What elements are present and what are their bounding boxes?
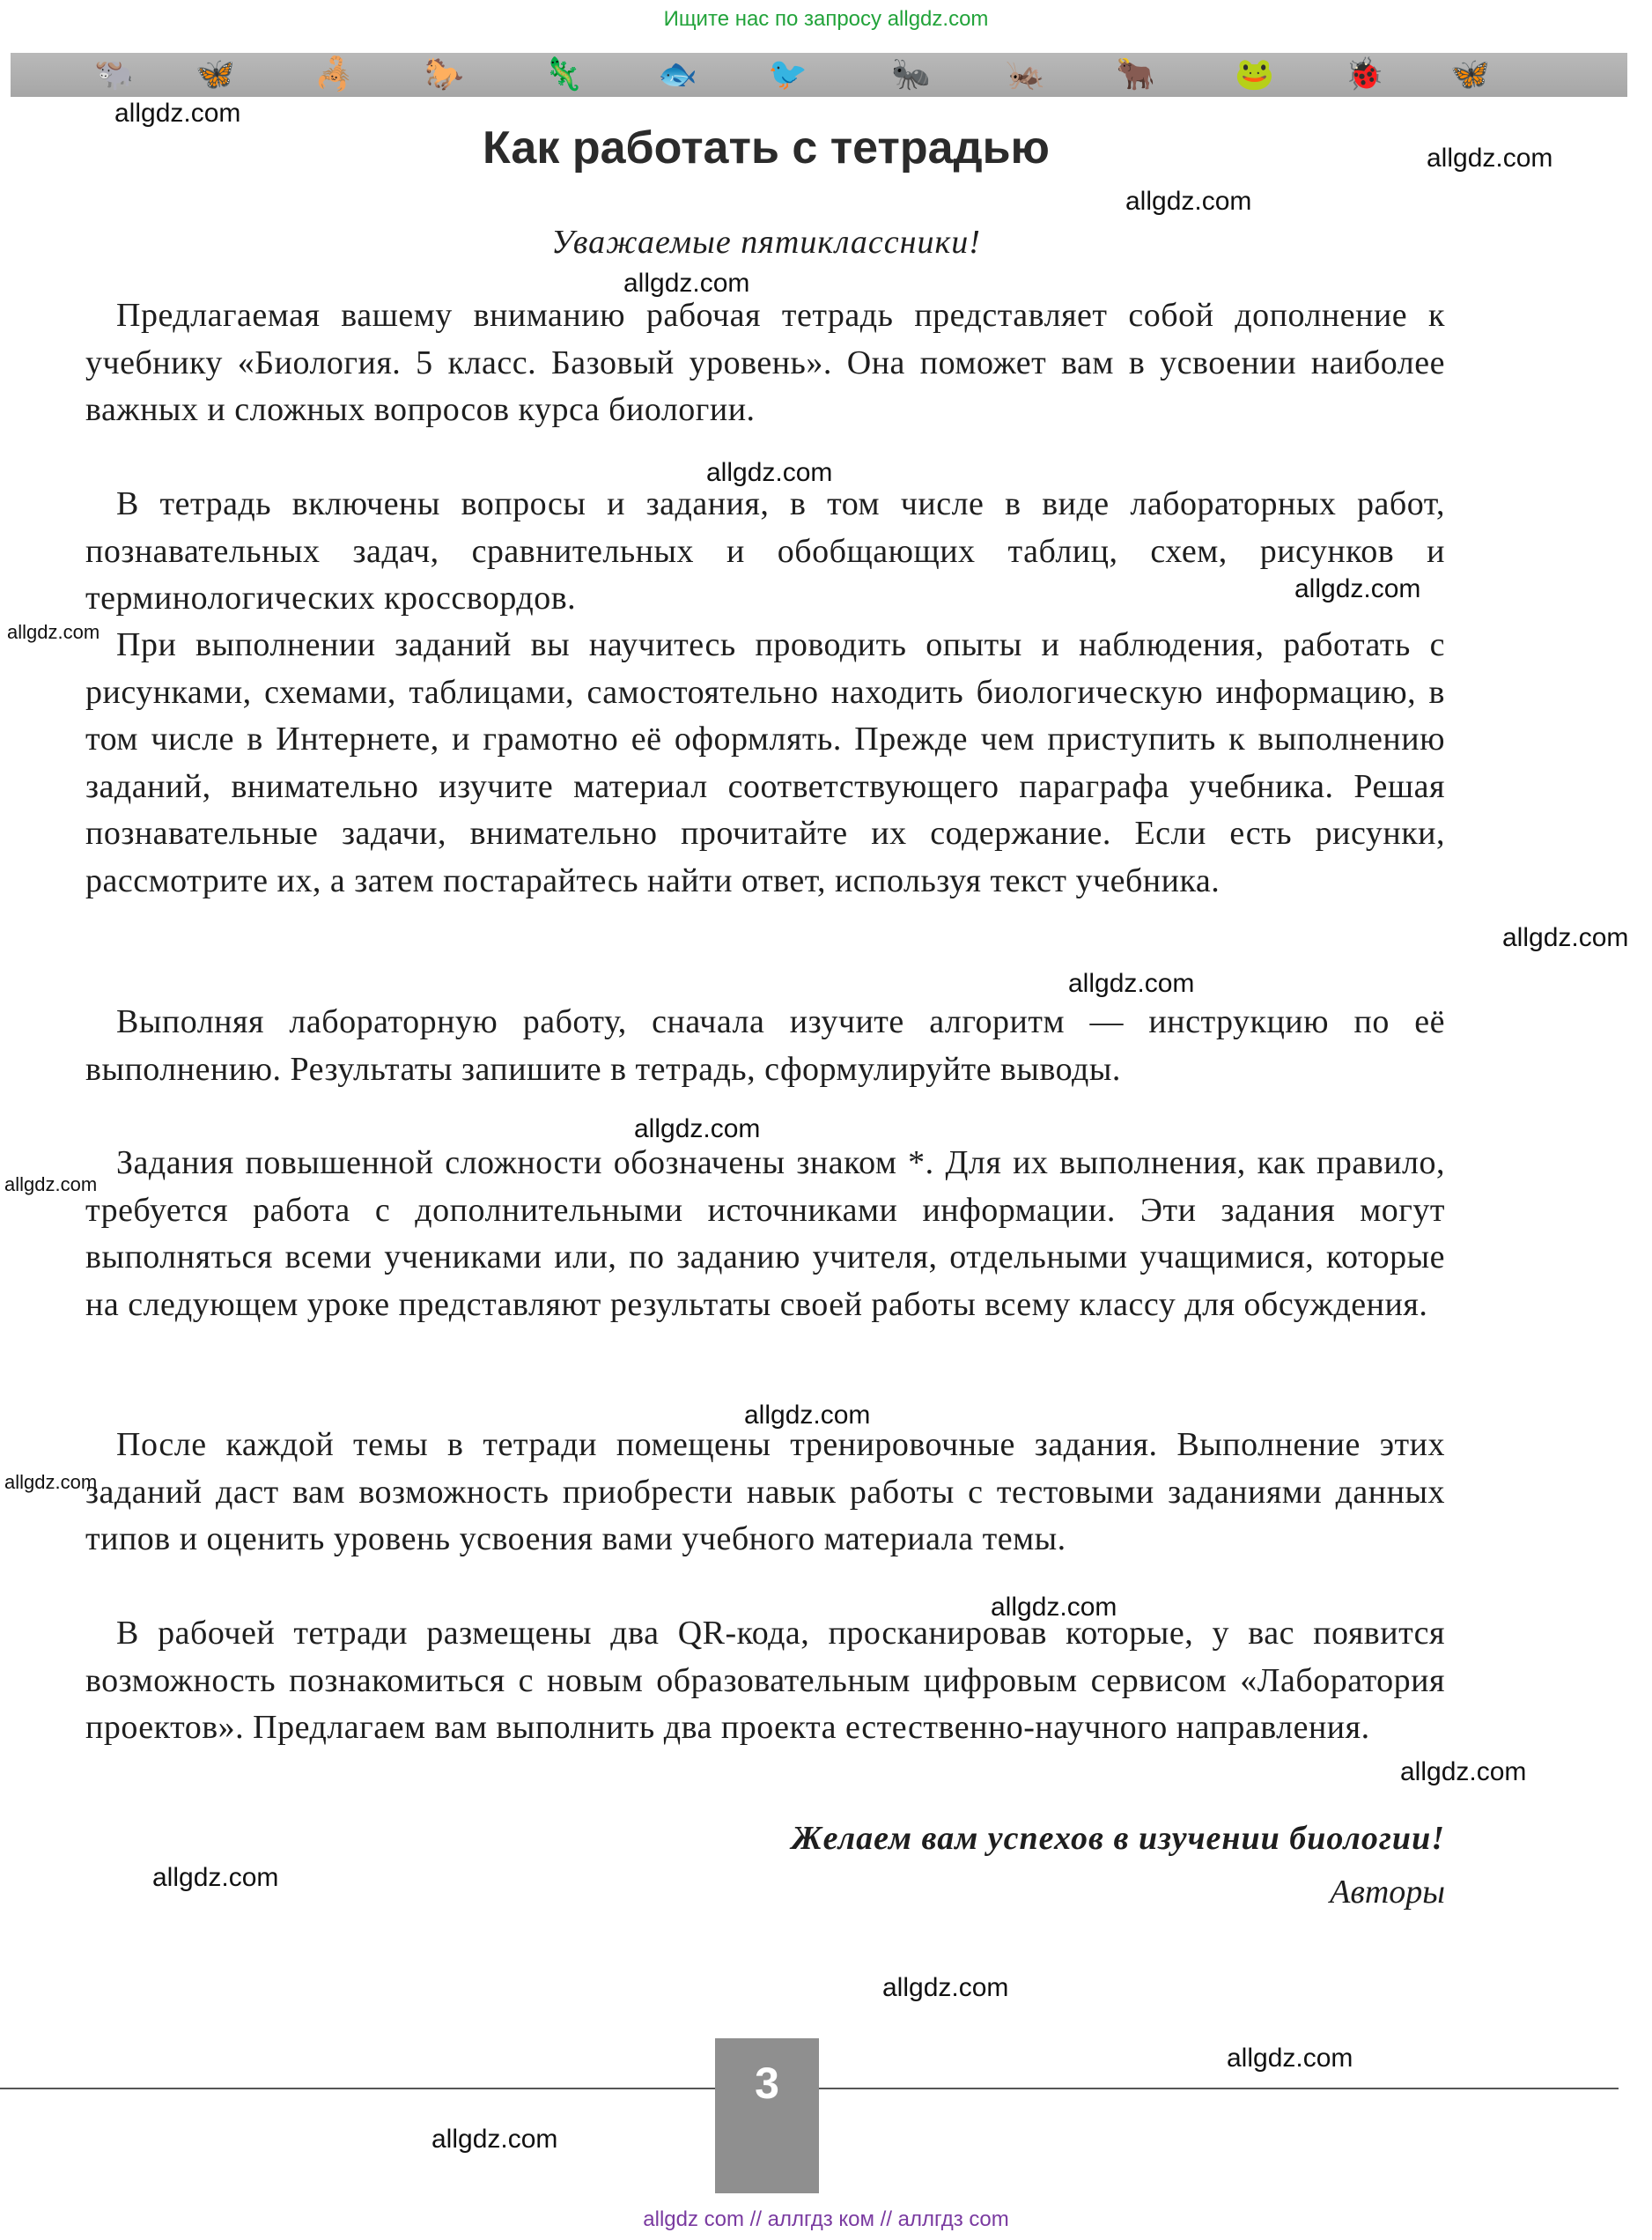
watermark: allgdz.com — [706, 458, 833, 487]
butterfly-icon: 🦋 — [1450, 56, 1490, 92]
lizard-icon: 🦎 — [543, 56, 583, 92]
watermark: allgdz.com — [1125, 187, 1252, 216]
paragraph-skills: При выполнении заданий вы научитесь проводить опыты и наблюдения, работать с рисунками, схемами, таблицами, самостоятельно находить биологическую информацию, в том числе в Интернете, и грамотно её оформлять. Прежде чем приступить к выполнению заданий, внимательно изучите материал соответствующего параграфа учебника. Решая познавательные задачи, внимательно прочитайте их содержание. Если есть рисунки, рассмотрите их, а затем постарайтесь найти ответ, используя текст учебника. — [85, 626, 1445, 899]
watermark: allgdz.com — [114, 99, 241, 128]
watermark: allgdz.com — [431, 2125, 558, 2154]
dragonfly-icon: 🦗 — [1006, 56, 1045, 92]
bull-icon: 🐂 — [1116, 56, 1155, 92]
greeting: Уважаемые пятиклассники! — [551, 224, 981, 261]
authors-signature: Авторы — [1330, 1874, 1445, 1911]
search-hint[interactable]: Ищите нас по запросу allgdz.com — [663, 7, 989, 31]
watermark: allgdz.com — [634, 1114, 761, 1143]
watermark: allgdz.com — [1502, 923, 1629, 952]
watermark: allgdz.com — [882, 1973, 1009, 2002]
watermark: allgdz.com — [623, 269, 750, 298]
buffalo-icon: 🐃 — [94, 56, 134, 92]
paragraph-qr-codes: В рабочей тетради размещены два QR-кода, просканировав которые, у вас появится возможность познакомиться с новым образовательным цифровым сервисом «Лаборатория проектов». Предлагаем вам выполнить два проекта естественно-научного направления. — [85, 1615, 1445, 1746]
watermark: allgdz.com — [1427, 144, 1553, 173]
paragraph-contents: В тетрадь включены вопросы и задания, в том числе в виде лабораторных работ, познавательных задач, сравнительных и обобщающих таблиц, схем, рисунков и терминологических кроссвордов. — [85, 485, 1445, 617]
paragraph-advanced-tasks: Задания повышенной сложности обозначены знаком *. Для их выполнения, как правило, требуется работа с дополнительными источниками информации. Эти задания могут выполняться всеми учениками или, по заданию учителя, отдельными учащимися, которые на следующем уроке представляют результаты своей работы всему классу для обсуждения. — [85, 1144, 1445, 1323]
watermark: allgdz.com — [991, 1593, 1117, 1622]
beetle-icon: 🐞 — [1345, 56, 1384, 92]
fish-icon: 🐟 — [658, 56, 697, 92]
closing-wish: Желаем вам успехов в изучении биологии! — [791, 1820, 1445, 1857]
watermark: allgdz.com — [744, 1401, 871, 1430]
paragraph-intro: Предлагаемая вашему вниманию рабочая тетрадь представляет собой дополнение к учебнику «Биология. 5 класс. Базовый уровень». Она поможет вам в усвоении наиболее важных и сложных вопросов курса биологии. — [85, 297, 1445, 428]
decorative-banner — [11, 53, 1627, 97]
page-number: 3 — [755, 2059, 779, 2108]
frog-icon: 🐸 — [1235, 56, 1274, 92]
bird-icon: 🐦 — [768, 56, 808, 92]
watermark: allgdz.com — [1400, 1757, 1527, 1786]
butterfly-icon: 🦋 — [195, 56, 235, 92]
paragraph-lab-work: Выполняя лабораторную работу, сначала изучите алгоритм — инструкцию по её выполнению. Результаты запишите в тетрадь, сформулируйте выводы. — [85, 1003, 1445, 1088]
watermark: allgdz.com — [4, 1471, 98, 1493]
paragraph-training-tasks: После каждой темы в тетради помещены тренировочные задания. Выполнение этих заданий даст вам возможность приобрести навык работы с тестовыми заданиями данных типов и оценить уровень усвоения вами учебного материала темы. — [85, 1426, 1445, 1557]
watermark: allgdz.com — [1294, 574, 1421, 603]
watermark: allgdz.com — [152, 1863, 279, 1892]
ant-icon: 🐜 — [891, 56, 931, 92]
horse-icon: 🐎 — [424, 56, 464, 92]
scorpion-icon: 🦂 — [314, 56, 354, 92]
watermark: allgdz.com — [4, 1173, 98, 1195]
page-title: Как работать с тетрадью — [483, 122, 1050, 174]
watermark: allgdz.com — [7, 621, 100, 643]
watermark: allgdz.com — [1068, 969, 1195, 998]
watermark: allgdz.com — [1227, 2044, 1353, 2073]
footer-links[interactable]: allgdz com // аллгдз ком // аллгдз com — [643, 2207, 1009, 2231]
